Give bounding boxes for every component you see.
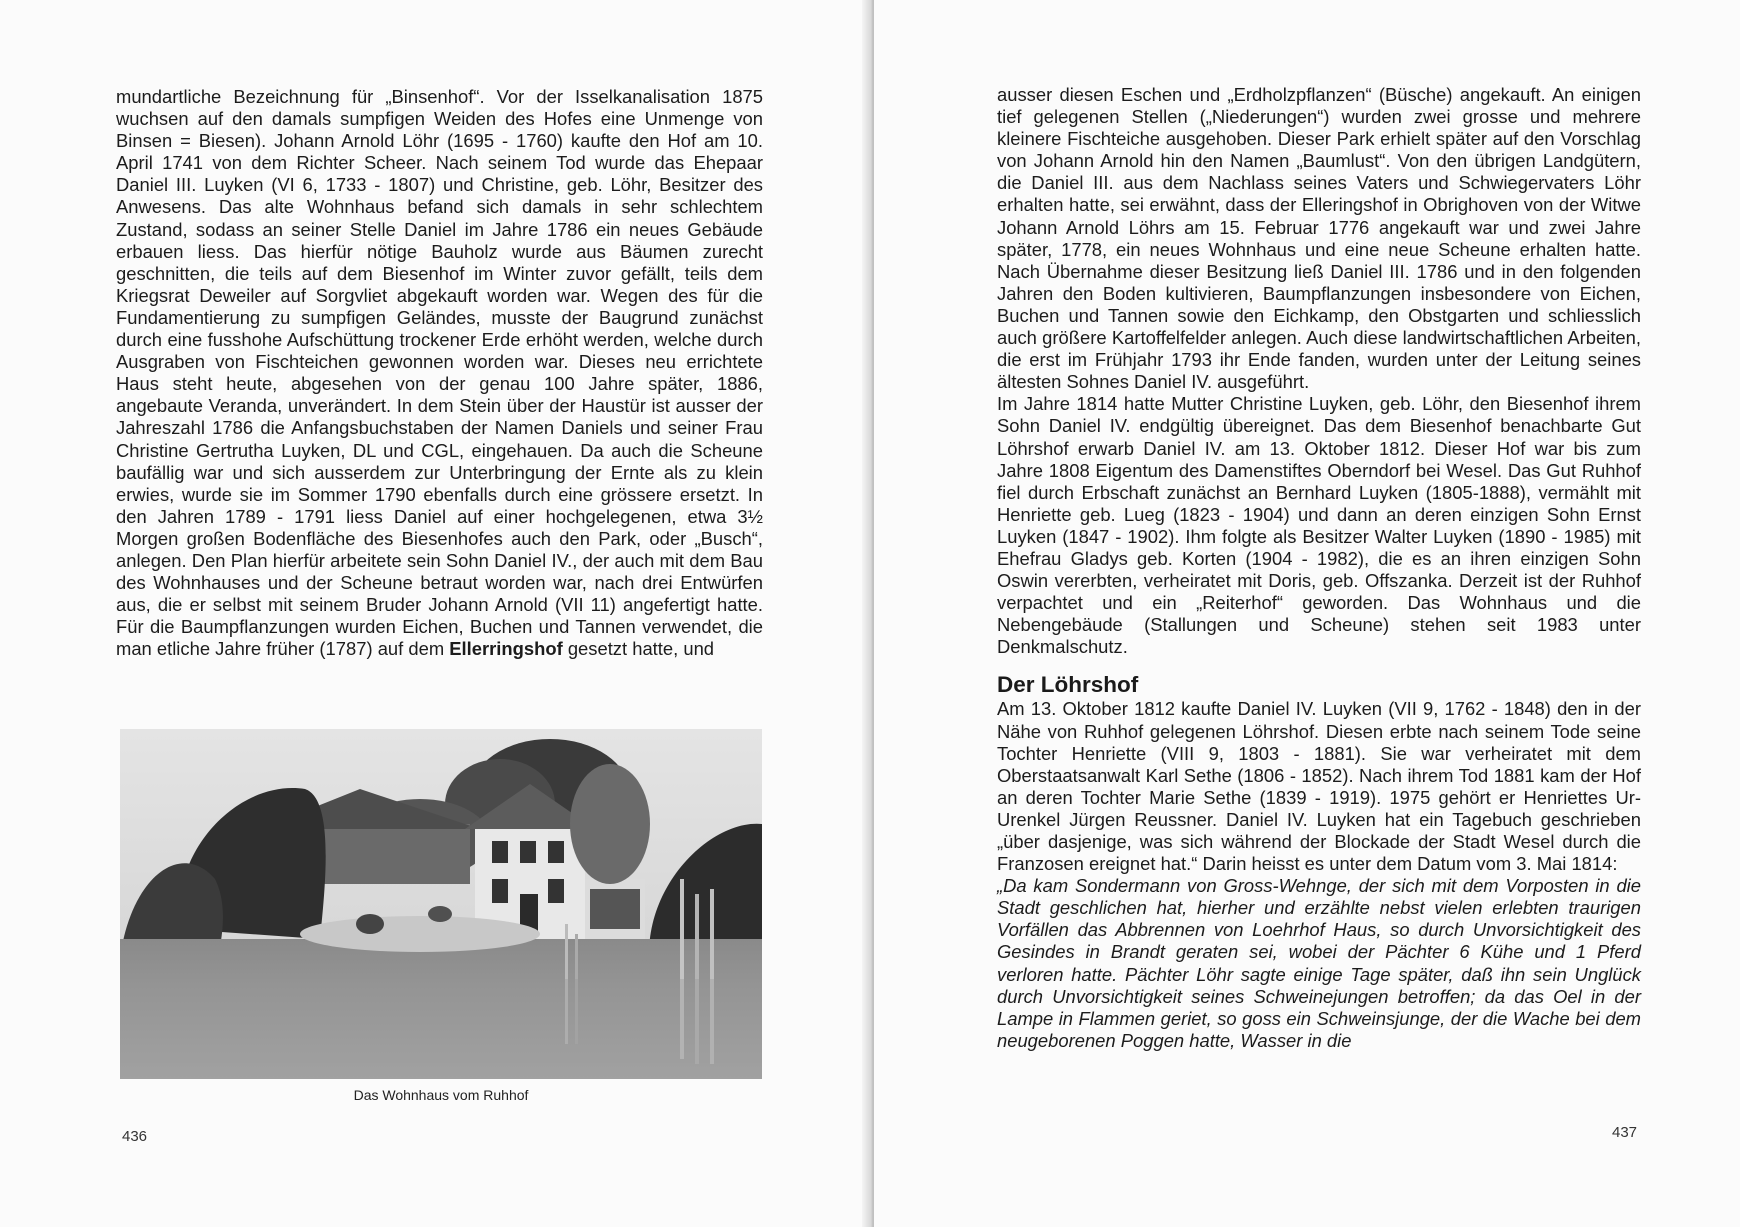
right-page xyxy=(874,0,1740,1227)
left-paragraph xyxy=(116,86,763,660)
left-page-body xyxy=(116,86,763,660)
right-paragraph-3: Am 13. Oktober 1812 kaufte Daniel IV. Luyken (VII 9, 1762 - 1848) den in der Nähe von Ruhhof gelegenen Löhrshof. Diesen erbte nach seinem Tode seine Tochter Henriette (VIII 9, 1803 - 1881). Sie war verheiratet mit dem Oberstaatsanwalt Karl Sethe (1806 - 1852). Nach ihrem Tod 1881 kam der Hof an deren Tochter Marie Sethe (1839 - 1919). 1975 gehört er Henriettes Ur-Urenkel Jürgen Reussner. Daniel IV. Luyken hat ein Tagebuch geschrieben „über dasjenige, was sich während der Blockade der Stadt Wesel durch die Franzosen ereignet hat.“ Darin heisst es unter dem Datum vom 3. Mai 1814: xyxy=(997,698,1641,875)
right-paragraph-1: ausser diesen Eschen und „Erdholzpflanzen“ (Büsche) angekauft. An einigen tief gelegenen Stellen („Niederungen“) wurden zwei grosse und mehrere kleinere Fischteiche ausgehoben. Dieser Park erhielt später auf den Vorschlag von Johann Arnold hin den Namen „Baumlust“. Von den übrigen Landgütern, die Daniel III. aus dem Nachlass seines Vaters und Schwiegervaters Löhr erhalten hatte, sei erwähnt, dass der Elleringshof in Obrighoven von der Witwe Johann Arnold Löhrs am 15. Februar 1776 angekauft war und zwei Jahre später, 1778, ein neues Wohnhaus und eine neue Scheune erhalten hatte. Nach Übernahme dieser Besitzung ließ Daniel III. 1786 und in den folgenden Jahren den Boden kultivieren, Baumpflanzungen insbesondere von Eichen, Buchen und Tannen sowie den Eichkamp, den Obstgarten und schliesslich auch größere Kartoffelfelder anlegen. Auch diese landwirtschaftlichen Arbeiten, die erst im Frühjahr 1793 ihr Ende fanden, wurden unter der Leitung seines ältesten Sohnes Daniel IV. ausgeführt. xyxy=(997,84,1641,393)
page-number-right: 437 xyxy=(1612,1124,1638,1141)
left-paragraph-part-a: mundartliche Bezeichnung für „Binsenhof“. Vor der Isselkanalisation 1875 wuchsen auf den damals sumpfigen Weiden des Hofes eine Unmenge von Binsen = Biesen). Johann Arnold Löhr (1695 - 1760) kaufte den Hof am 10. April 1741 von dem Richter Scheer. Nach seinem Tod wurde das Ehepaar Daniel III. Luyken (VI 6, 1733 - 1807) und Christine, geb. Löhr, Besitzer des Anwesens. Das alte Wohnhaus befand sich damals in sehr schlechtem Zustand, sodass an seiner Stelle Daniel im Jahre 1786 ein neues Gebäude erbauen liess. Das hierfür nötige Bauholz wurde aus Bäumen zurecht geschnitten, die teils auf dem Biesenhof im Winter zuvor gefällt, teils dem Kriegsrat Deweiler auf Sorgvliet abgekauft worden war. Wegen des für die Fundamentierung zu sumpfigen Geländes, musste der Baugrund zunächst durch eine fusshohe Aufschüttung trockener Erde erhöht werden, welche durch Ausgraben von Fischteichen gewonnen worden war. Dieses neu errichtete Haus steht heute, abgesehen von der genau 100 Jahre später, 1886, angebaute Veranda, unverändert. In dem Stein über der Haustür ist ausser der Jahreszahl 1786 die Anfangsbuchstaben der Namen Daniels und seiner Frau Christine Gertrutha Luyken, DL und CGL, eingehauen. Da auch die Scheune baufällig war und sich ausserdem zur Unterbringung der Ernte als zu klein erwies, wurde sie im Sommer 1790 ebenfalls durch eine grössere ersetzt. In den Jahren 1789 - 1791 liess Daniel auf einer hochgelegenen, etwa 3½ Morgen großen Bodenfläche des Biesenhofes auch den Park, oder „Busch“, anlegen. Den Plan hierfür arbeitete sein Sohn Daniel IV., der auch mit dem Bau des Wohnhauses und der Scheune betraut worden war, nach drei Entwürfen aus, die er selbst mit seinem Bruder Johann Arnold (VII 11) angefertigt hatte. Für die Baumpflanzungen wurden Eichen, Buchen und Tannen verwendet, die man etliche Jahre früher (1787) auf dem xyxy=(116,86,763,660)
diary-quote: „Da kam Sondermann von Gross-Wehnge, der sich mit dem Vorposten in die Stadt geschlichen hat, hierher und erzählte nebst vielen erlebten traurigen Vorfällen das Abbrennen von Loehrhof Haus, so durch Unvorsichtigkeit des Gesindes in Brandt geraten sei, wobei der Pächter 6 Kühe und 1 Pferd verloren hatte. Pächter Löhr sagte einige Tage später, daß ihn sein Unglück durch Unvorsichtigkeit seines Schweinejungen betroffen; da das Oel in der Lampe in Flammen geriet, so goss ein Schweinsjunge, der die Wache bei dem neugeborenen Poggen hatte, Wasser in die xyxy=(997,875,1641,1051)
page-number-left: 436 xyxy=(122,1128,148,1145)
section-heading-loehrshof: Der Löhrshof xyxy=(997,672,1139,698)
ruhhof-house-photo xyxy=(120,729,762,1079)
ruhhof-photo-illustration xyxy=(120,729,762,1079)
left-paragraph-part-b: gesetzt hatte, und xyxy=(562,638,715,660)
right-page-body xyxy=(997,84,1641,1052)
photo-caption: Das Wohnhaus vom Ruhhof xyxy=(353,1087,529,1103)
ellerringshof-bold: Ellerringshof xyxy=(449,638,563,660)
right-paragraph-2: Im Jahre 1814 hatte Mutter Christine Luyken, geb. Löhr, den Biesenhof ihrem Sohn Daniel IV. endgültig übereignet. Das dem Biesenhof benachbarte Gut Löhrshof erwarb Daniel IV. am 13. Oktober 1812. Dieser Hof war bis zum Jahre 1808 Eigentum des Damenstiftes Oberndorf bei Wesel. Das Gut Ruhhof fiel durch Erbschaft zunächst an Bernhard Luyken (1805-1888), vermählt mit Henriette geb. Lueg (1823 - 1904) und dann an deren einzigen Sohn Ernst Luyken (1847 - 1902). Ihm folgte als Besitzer Walter Luyken (1890 - 1985) mit Ehefrau Gladys geb. Korten (1904 - 1982), die es an ihren einzigen Sohn Oswin vererbten, verheiratet mit Doris, geb. Offszanka. Derzeit ist der Ruhhof verpachtet und ein „Reiterhof“ geworden. Das Wohnhaus und die Nebengebäude (Stallungen und Scheune) stehen seit 1983 unter Denkmalschutz. xyxy=(997,393,1641,658)
